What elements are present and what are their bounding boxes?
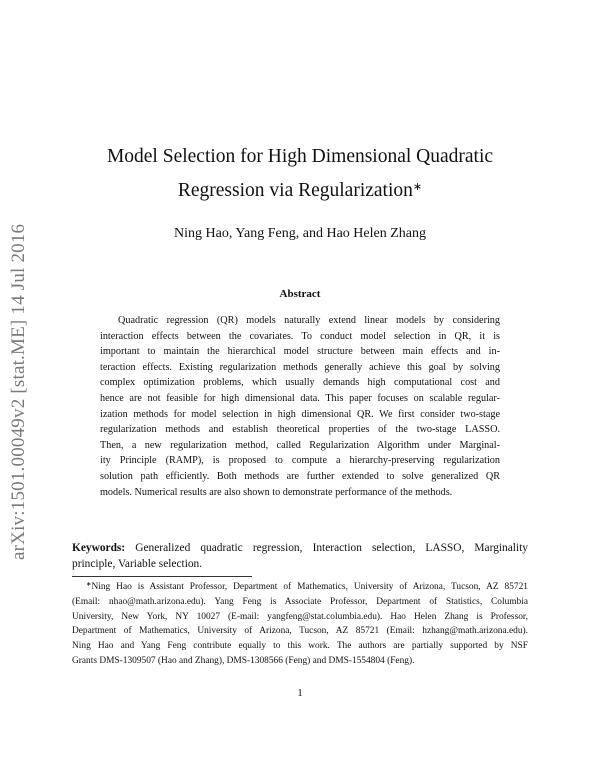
abstract-line: interaction effects between the covariates. To conduct model selection in QR, it is: [100, 330, 500, 342]
abstract-line: models. Numerical results are also shown to demonstrate performance of the methods.: [100, 486, 453, 498]
keywords-line-1: [72, 540, 528, 556]
footnote-marker: ∗: [86, 581, 92, 588]
arxiv-stamp: arXiv:1501.00049v2 [stat.ME] 14 Jul 2016: [8, 223, 29, 560]
abstract-line: Then, a new regularization method, called Regularization Algorithm under Marginal-: [100, 439, 500, 451]
abstract-line: ization methods for model selection in high dimensional QR. We first consider two-stage: [100, 408, 500, 420]
abstract-line: regularization methods and establish theoretical properties of the two-stage LASSO.: [100, 424, 500, 436]
footnote-line: Grants DMS-1309507 (Hao and Zhang), DMS-1308566 (Feng) and DMS-1554804 (Feng).: [72, 655, 415, 666]
paper-title: [80, 142, 520, 206]
footnote-line: University, New York, NY 10027 (E-mail: yangfeng@stat.columbia.edu). Hao Helen Zhang is Professor,: [72, 611, 528, 622]
abstract-line: ity Principle (RAMP), is proposed to compute a hierarchy-preserving regularization: [100, 455, 500, 467]
abstract-line: solution path efficiently. Both methods are further extended to solve generalized QR: [100, 470, 500, 482]
abstract-body: [100, 313, 500, 500]
abstract-line: complex optimization problems, which usually demands high computational cost and: [100, 377, 500, 389]
keywords-text: Generalized quadratic regression, Interaction selection, LASSO, Marginality: [135, 542, 528, 554]
abstract-line: important to maintain the hierarchical model structure between main effects and in-: [100, 346, 500, 358]
footnote-line: (Email: nhao@math.arizona.edu). Yang Feng is Associate Professor, Department of Statistics, Columbia: [72, 596, 528, 607]
author-list: Ning Hao, Yang Feng, and Hao Helen Zhang: [174, 226, 426, 241]
abstract-line: hence are not feasible for high dimensional data. This paper focuses on scalable regular-: [100, 392, 500, 404]
footnote-rule: [72, 576, 252, 577]
abstract-heading: Abstract: [279, 288, 321, 300]
footnote: [72, 578, 528, 669]
abstract-line: teraction effects. Existing regularization methods generally achieve this goal by solving: [100, 361, 500, 373]
keywords-label: Keywords:: [72, 542, 126, 554]
title-line-2-text: Regression via Regularization: [177, 180, 413, 201]
keywords-line-2: principle, Variable selection.: [72, 558, 203, 570]
abstract-line: Quadratic regression (QR) models naturally extend linear models by considering: [118, 315, 500, 326]
title-footnote-marker: ∗: [412, 181, 423, 193]
footnote-line: [72, 578, 528, 595]
footnote-line-text: Ning Hao is Assistant Professor, Department of Mathematics, University of Arizona, Tucson, AZ 85721: [91, 582, 528, 592]
page-number: 1: [297, 687, 303, 699]
footnote-line: Ning Hao and Yang Feng contribute equally to this work. The authors are partially supported by NSF: [72, 641, 528, 652]
footnote-line: Department of Mathematics, University of Arizona, Tucson, AZ 85721 (Email: hzhang@math.arizona.edu).: [72, 626, 528, 637]
keywords-section: [72, 540, 528, 572]
title-line-2: [80, 172, 520, 206]
title-line-1: Model Selection for High Dimensional Quadratic: [106, 146, 494, 167]
